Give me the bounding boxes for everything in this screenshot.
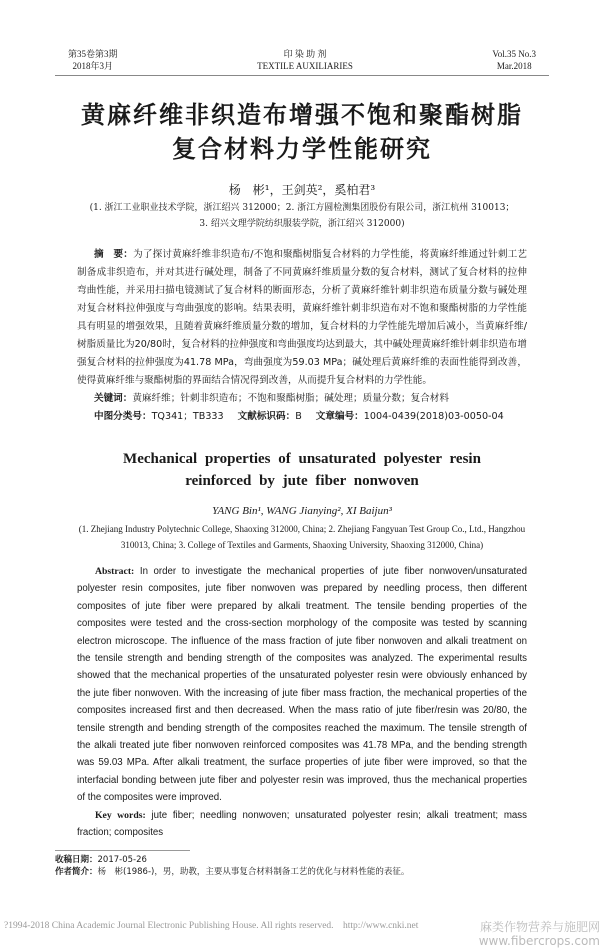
watermark-line: www.fibercrops.com [478,933,600,948]
affiliation-line: (1. Zhejiang Industry Polytechnic College, Shaoxing 312000, China; 2. Zhejiang Fangyuan Test Group Co., Ltd., Hangzhou [78,524,526,534]
keywords-label-en: Key words: [95,809,146,821]
author-intro [55,866,549,878]
issue-volume: 第35卷第3期 [68,49,118,59]
watermark-line: 麻类作物营养与施肥网 [479,919,600,934]
abstract-cn [77,246,527,390]
volume-date: Mar.2018 [496,61,532,71]
footnote [55,854,549,878]
clc-value: TQ341；TB333 [151,411,224,422]
volume-info [492,48,536,72]
keywords-label-cn: 关键词： [94,393,133,404]
author-intro-value: 杨 彬(1986-)，男，助教，主要从事复合材料制备工艺的优化与材料性能的表征。 [97,866,410,877]
doc-code-value: B [295,411,302,422]
keywords-en [77,807,527,842]
watermark [479,920,600,948]
page-title-en [55,448,549,492]
authors-en: YANG Bin¹, WANG Jianying², XI Baijun³ [212,505,392,517]
title-en-line: reinforced by jute fiber nonwoven [185,473,419,489]
keywords-text-en: jute fiber; needling nonwoven; unsaturated polyester resin; alkali treatment; mass fraction; composites [77,809,527,839]
volume-number: Vol.35 No.3 [492,49,536,59]
issue-info [68,48,118,72]
footnote-rule [55,850,190,851]
received-date [55,854,549,866]
affiliations-cn [55,200,549,232]
abstract-label-en: Abstract: [95,566,135,577]
authors-cn: 杨 彬¹，王剑英²，奚柏君³ [228,183,376,197]
issue-date: 2018年3月 [72,61,114,71]
title-en-line: Mechanical properties of unsaturated polyester resin [123,451,481,467]
page-title-cn [55,98,549,166]
keywords-text-cn: 黄麻纤维；针刺非织造布；不饱和聚酯树脂；碱处理；质量分数；复合材料 [132,393,449,404]
affiliations-en [55,521,549,553]
affiliation-line: (1. 浙江工业职业技术学院，浙江绍兴 312000；2. 浙江方圆检测集团股份有限公司，浙江杭州 310013； [89,203,515,213]
abstract-text-en: In order to investigate the mechanical properties of jute fiber nonwoven/unsaturated polyester resin composites, jute fiber nonwoven was prepared by needling process, then different composites of jute fiber were prepared by alkali treatment. The tensile bending properties of the composites were tested and the cross-section morphology of the composite was tested by scanning electron microscope. The influence of the mass fraction of jute fiber nonwoven and alkali treatment on the tensile strength and bending strength of the composites was analyzed. The experimental results showed that the mechanical properties of the unsaturated polyester resin were obviously enhanced by the jute fiber nonwoven. With the increasing of jute fiber mass fraction, the mechanical properties of the composites increased first and then decreased. When the mass ratio of jute fiber/resin was 20/80, the tensile strength and bending strength of the composites reached the maximum. The tensile strength of the alkali treated jute fiber nonwoven reinforced composites was 41.78 MPa, and the bending strength was 59.03 MPa. After alkali treatment, the surface properties of jute fiber were improved, so that the interfacial bonding between jute fiber and polyester resin was improved, thus the mechanical properties of the composites were improved. [77,566,527,804]
author-intro-label: 作者简介： [55,866,98,877]
article-no-label: 文章编号： [315,411,364,422]
journal-name-en: TEXTILE AUXILIARIES [257,61,353,71]
copyright-notice: ?1994-2018 China Academic Journal Electronic Publishing House. All rights reserved. http://www.cnki.net [4,920,419,931]
clc-label: 中图分类号： [94,411,152,422]
title-cn-line: 黄麻纤维非织造布增强不饱和聚酯树脂 [81,100,523,129]
doc-code-label: 文献标识码： [237,411,296,422]
page-footer [4,920,600,948]
journal-name-cn: 印 染 助 剂 [283,49,327,59]
abstract-text-cn: 为了探讨黄麻纤维非织造布/不饱和聚酯树脂复合材料的力学性能，将黄麻纤维通过针刺工艺制备成非织造布，并对其进行碱处理，制备了不同黄麻纤维质量分数的复合材料，测试了复合材料的拉伸弯曲性能，并采用扫描电镜测试了复合材料的断面形态，分析了黄麻纤维针刺非织造布质量分数与碱处理对复合材料拉伸强度与弯曲强度的影响。结果表明，黄麻纤维针刺非织造布对不饱和聚酯树脂的力学性能具有明显的增强效果，且随着黄麻纤维质量分数的增加，复合材料的力学性能先增加后减小，当黄麻纤维/树脂质量比为20/80时，复合材料的拉伸强度和弯曲强度均达到最大，其中碱处理黄麻纤维针刺非织造布增强复合材料的拉伸强度为41.78 MPa，弯曲强度为59.03 MPa；碱处理后黄麻纤维的表面性能得到改善，使得黄麻纤维与聚酯树脂的界面结合情况得到改善，从而提升复合材料的力学性能。 [77,249,528,386]
running-header [55,48,549,76]
affiliation-line: 310013, China; 3. College of Textiles and Garments, Shaoxing University, Shaoxing 312000, China) [120,540,484,550]
journal-name [257,48,353,72]
abstract-en [77,563,527,807]
affiliation-line: 3. 绍兴文理学院纺织服装学院，浙江绍兴 312000) [199,219,405,229]
article-no-value: 1004-0439(2018)03-0050-04 [363,411,504,422]
received-label: 收稿日期： [55,854,98,865]
abstract-label-cn: 摘 要： [94,249,134,260]
classification-cn [77,408,527,426]
title-cn-line: 复合材料力学性能研究 [172,134,432,163]
received-value: 2017-05-26 [97,854,147,865]
keywords-cn [77,390,527,408]
